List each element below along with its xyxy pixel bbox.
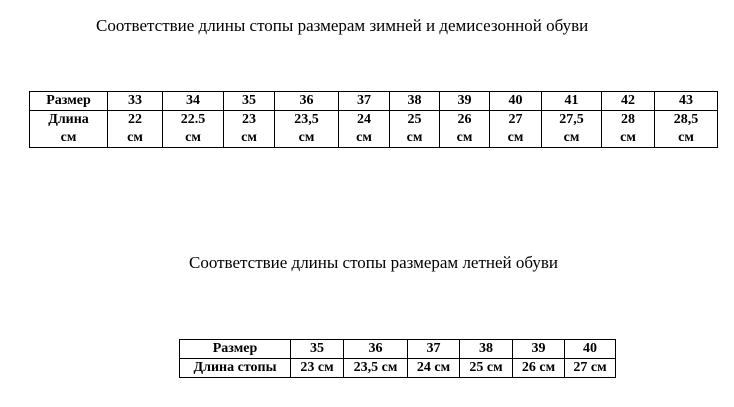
winter-size-cell: 42 <box>602 92 655 111</box>
winter-length-cell <box>542 111 602 148</box>
winter-size-row-label: Размер <box>30 92 108 111</box>
winter-length-value: 26 <box>457 112 472 127</box>
winter-table-title: Соответствие длины стопы размерам зимней и демисезонной обуви <box>96 16 589 35</box>
winter-size-cell: 38 <box>390 92 440 111</box>
winter-size-cell: 34 <box>163 92 224 111</box>
winter-size-cell: 33 <box>108 92 163 111</box>
winter-length-unit: см <box>185 130 201 145</box>
winter-length-row <box>30 111 718 148</box>
winter-length-cell <box>440 111 490 148</box>
summer-size-cell: 36 <box>344 340 408 359</box>
winter-size-cell: 43 <box>655 92 718 111</box>
winter-length-value: 25 <box>407 112 422 127</box>
winter-length-value: 22.5 <box>180 112 206 127</box>
summer-size-cell: 35 <box>291 340 344 359</box>
winter-length-value: 27 <box>508 112 523 127</box>
winter-length-cell <box>108 111 163 148</box>
winter-size-cell: 39 <box>440 92 490 111</box>
summer-size-cell: 38 <box>460 340 513 359</box>
summer-length-cell: 26 см <box>513 359 565 378</box>
winter-length-label-line: Длина <box>48 112 89 127</box>
winter-length-value: 22 <box>128 112 142 127</box>
winter-length-cell <box>339 111 390 148</box>
winter-length-unit: см <box>127 130 143 145</box>
winter-length-unit: см <box>678 130 694 145</box>
winter-length-cell <box>275 111 339 148</box>
winter-length-cell <box>390 111 440 148</box>
winter-size-cell: 40 <box>490 92 542 111</box>
summer-size-cell: 39 <box>513 340 565 359</box>
summer-length-row <box>180 359 616 378</box>
winter-size-cell: 36 <box>275 92 339 111</box>
winter-length-cell <box>602 111 655 148</box>
winter-length-unit: см <box>456 130 473 145</box>
winter-size-cell: 35 <box>224 92 275 111</box>
winter-length-unit: см <box>356 130 372 145</box>
summer-size-cell: 37 <box>408 340 460 359</box>
winter-length-row-label <box>30 111 108 148</box>
winter-size-cell: 41 <box>542 92 602 111</box>
summer-length-cell: 24 см <box>408 359 460 378</box>
winter-length-value: 28,5 <box>673 112 699 127</box>
winter-length-unit: см <box>406 130 423 145</box>
summer-length-cell: 27 см <box>565 359 616 378</box>
winter-size-row <box>30 92 718 111</box>
winter-length-value: 23 <box>242 112 256 127</box>
winter-length-unit: см <box>507 130 524 145</box>
winter-length-unit: см <box>241 130 257 145</box>
winter-length-value: 23,5 <box>294 112 319 127</box>
summer-size-row <box>180 340 616 359</box>
winter-length-label-unit: см <box>60 130 77 145</box>
summer-length-cell: 23,5 см <box>344 359 408 378</box>
summer-table-title: Соответствие длины стопы размерам летней обуви <box>189 253 559 272</box>
summer-size-cell: 40 <box>565 340 616 359</box>
winter-length-unit: см <box>620 130 636 145</box>
winter-length-unit: см <box>298 130 315 145</box>
winter-length-cell <box>490 111 542 148</box>
summer-length-row-label: Длина стопы <box>180 359 291 378</box>
winter-length-cell <box>655 111 718 148</box>
winter-length-value: 28 <box>621 112 635 127</box>
winter-size-table <box>29 91 718 148</box>
winter-length-value: 24 <box>357 112 371 127</box>
summer-length-cell: 23 см <box>291 359 344 378</box>
winter-length-unit: см <box>563 130 580 145</box>
winter-length-cell <box>224 111 275 148</box>
summer-size-table <box>179 339 616 378</box>
winter-size-cell: 37 <box>339 92 390 111</box>
winter-length-value: 27,5 <box>559 112 584 127</box>
winter-length-cell <box>163 111 224 148</box>
summer-length-cell: 25 см <box>460 359 513 378</box>
summer-size-row-label: Размер <box>180 340 291 359</box>
